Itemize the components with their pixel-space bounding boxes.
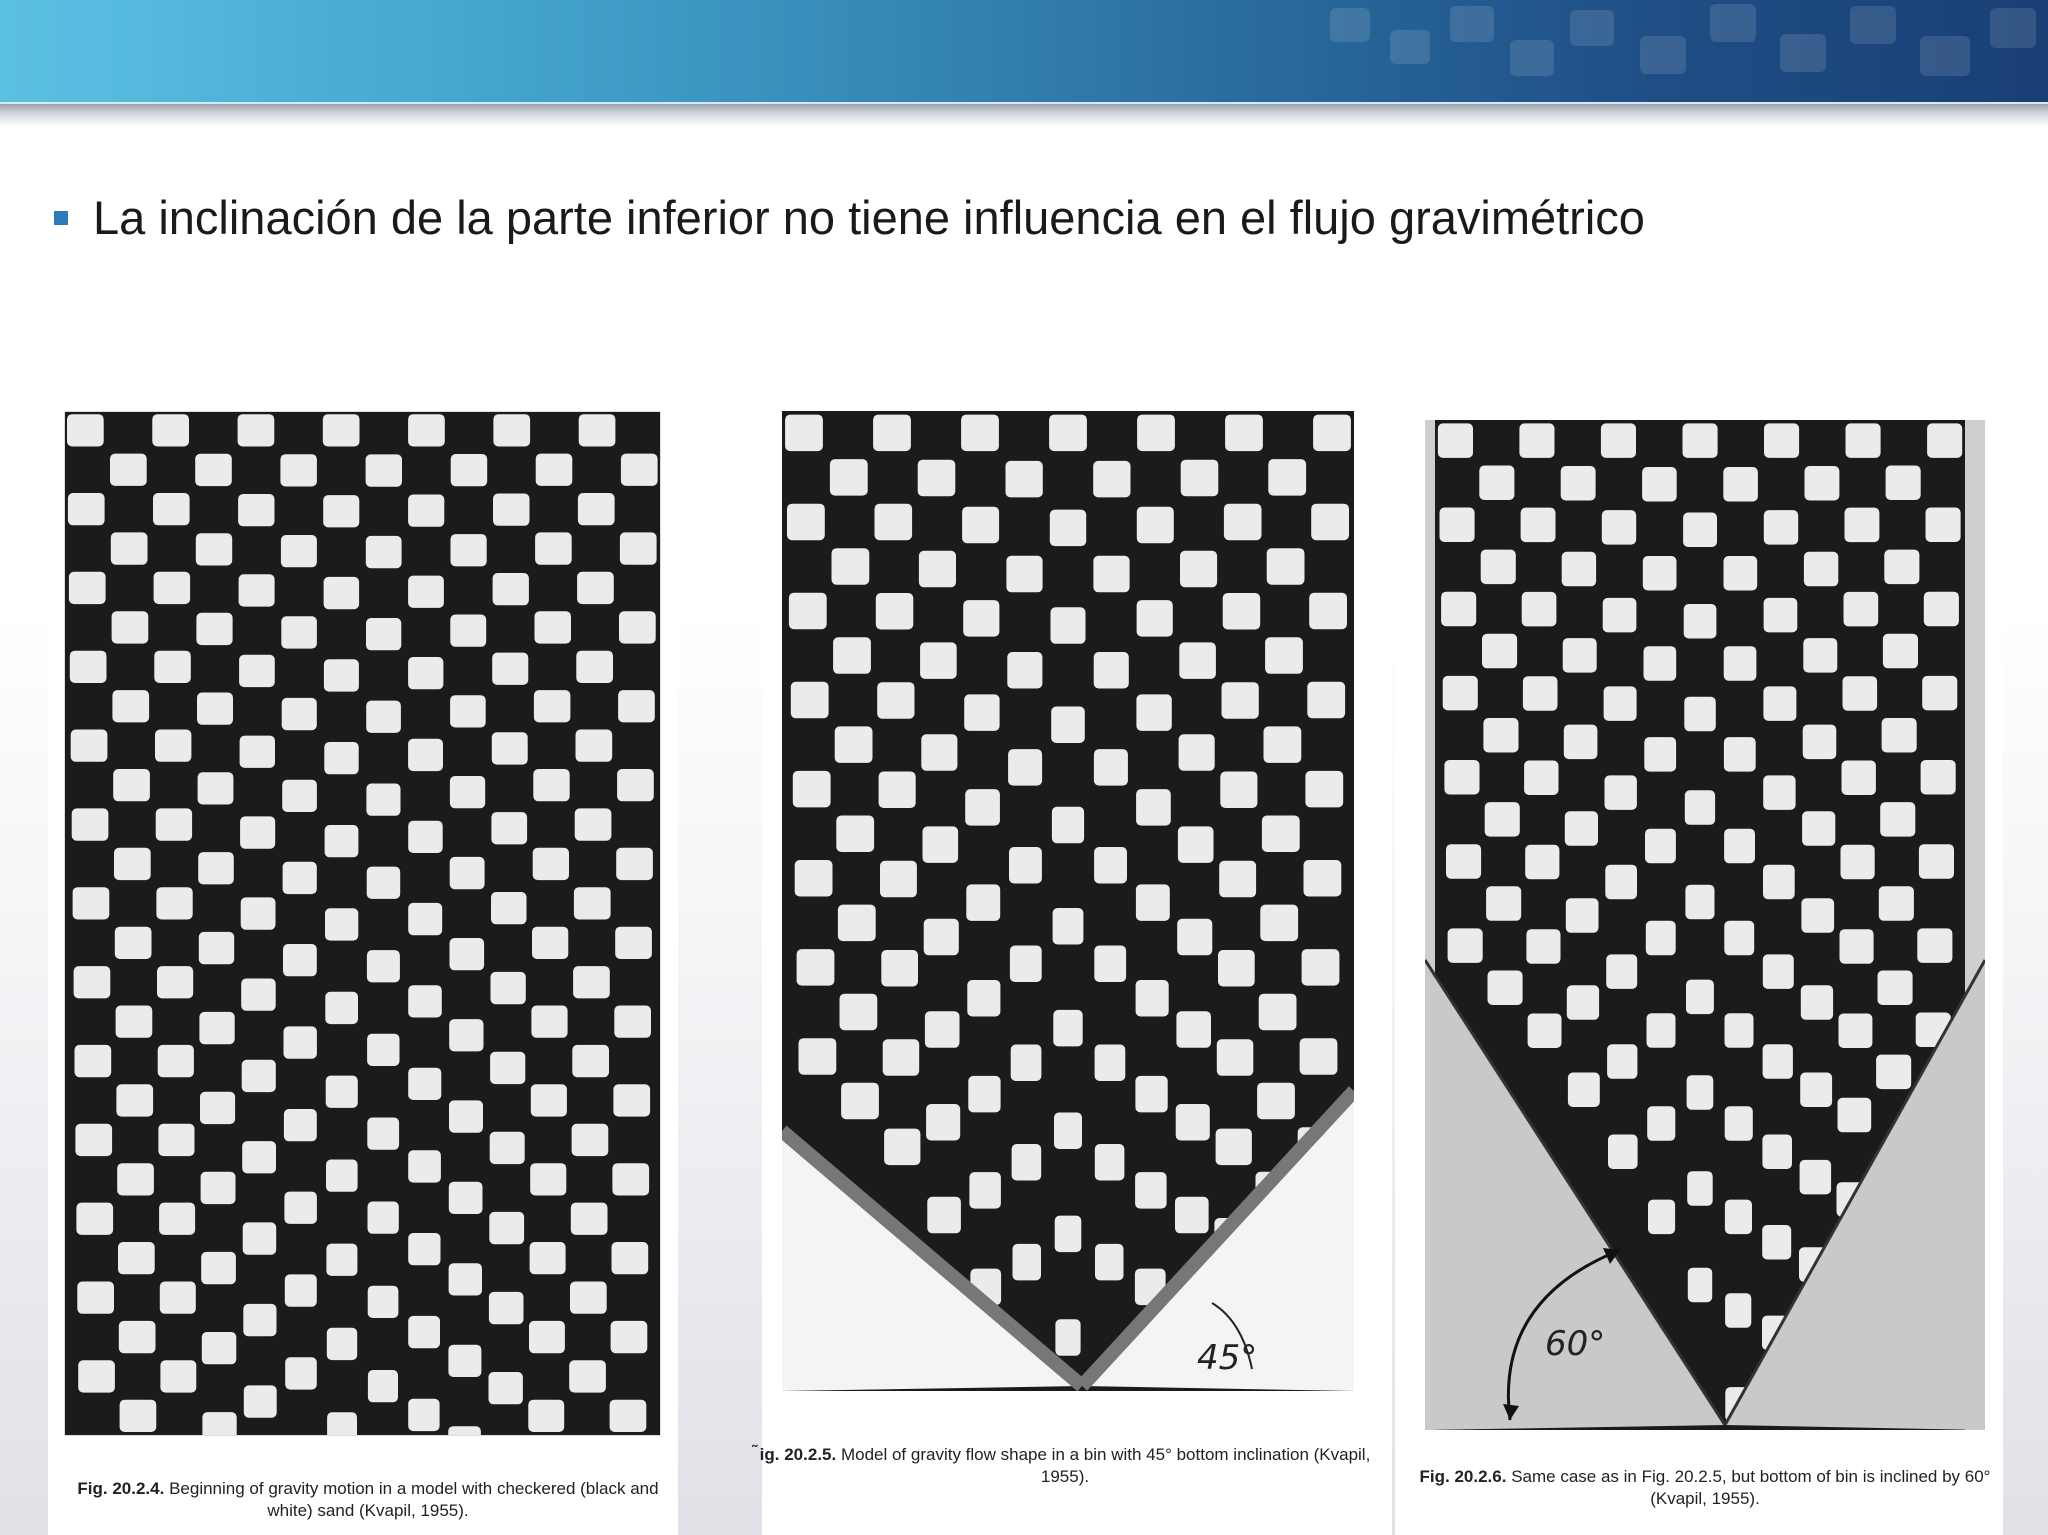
figure-2-photo	[782, 411, 1354, 1391]
figure-1-caption-text: Beginning of gravity motion in a model with checkered (black and white) sand (Kvapil, 1955).	[169, 1479, 659, 1520]
figure-3-caption	[1405, 1466, 2005, 1510]
decorative-tile	[1570, 10, 1614, 46]
checkered-sand-photo	[64, 411, 661, 1436]
decorative-tile	[1920, 36, 1970, 76]
figure-3-caption-text: Same case as in Fig. 20.2.5, but bottom of bin is inclined by 60° (Kvapil, 1955).	[1511, 1467, 1991, 1508]
decorative-tile	[1850, 6, 1896, 44]
figure-1-caption	[58, 1478, 678, 1522]
header-band	[0, 0, 2048, 104]
decorative-tile	[1990, 8, 2036, 48]
angle-label-60: 60°	[1545, 1324, 1606, 1364]
decorative-tile	[1780, 34, 1826, 72]
figure-1-caption-number: Fig. 20.2.4.	[77, 1479, 165, 1498]
decorative-tile	[1640, 36, 1686, 74]
figure-3-photo	[1425, 420, 1985, 1430]
decorative-tile	[1330, 8, 1370, 42]
figure-2-caption-text: Model of gravity flow shape in a bin with 45° bottom inclination (Kvapil, 1955).	[840, 1445, 1371, 1486]
decorative-tile	[1510, 40, 1554, 76]
figure-2-caption-number: ̃ig. 20.2.5.	[759, 1445, 837, 1464]
square-bullet-icon	[54, 211, 68, 225]
figure-2-caption	[758, 1444, 1372, 1488]
decorative-tile	[1710, 4, 1756, 42]
decorative-tile	[1390, 30, 1430, 64]
figure-3-caption-number: Fig. 20.2.6.	[1419, 1467, 1507, 1486]
decorative-tile	[1450, 6, 1494, 42]
figure-1-photo	[64, 411, 661, 1436]
checkered-sand-photo	[1425, 420, 1985, 1430]
angle-label-45: 45°	[1197, 1338, 1258, 1378]
bullet-text: La inclinación de la parte inferior no tiene influencia en el flujo gravimétrico	[93, 191, 1645, 244]
header-shadow	[0, 104, 2048, 126]
checkered-sand-photo	[782, 411, 1354, 1391]
